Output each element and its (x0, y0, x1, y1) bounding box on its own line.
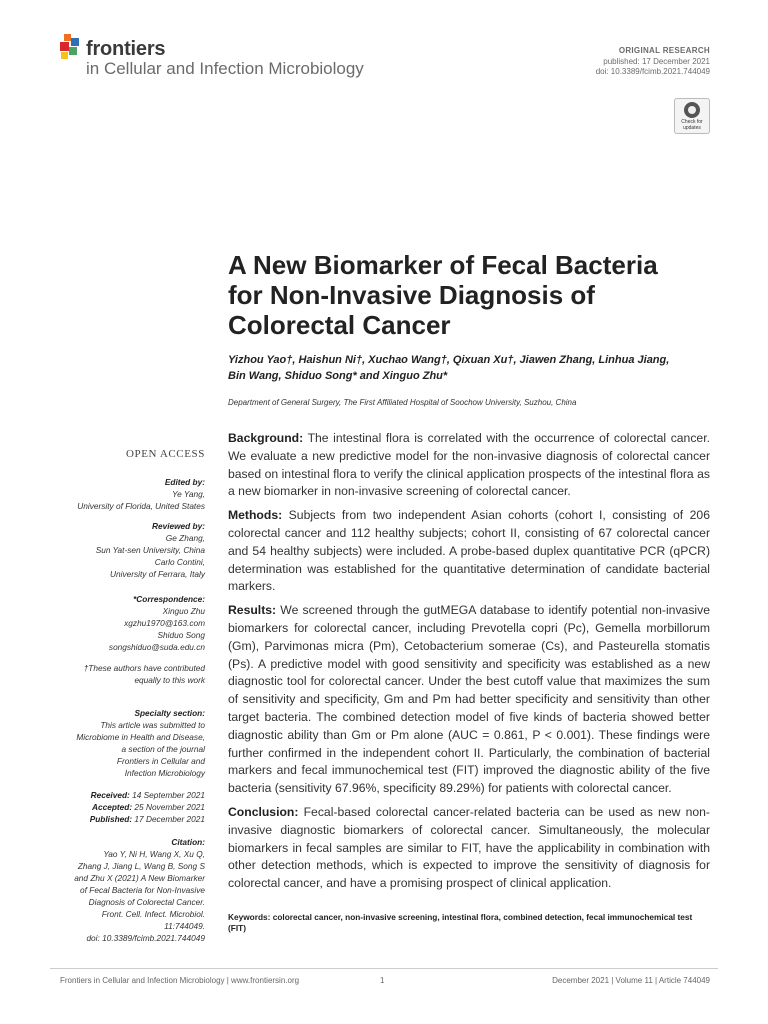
methods-label: Methods: (228, 508, 283, 523)
published-row (60, 813, 205, 825)
footer-journal[interactable]: Frontiers in Cellular and Infection Microbiology | www.frontiersin.org (60, 976, 300, 985)
received-date: 14 September 2021 (132, 790, 205, 800)
reviewer-2-affiliation: University of Ferrara, Italy (110, 569, 205, 579)
abstract-background (228, 430, 710, 501)
editor-affiliation: University of Florida, United States (77, 501, 205, 511)
reviewed-by-section (60, 520, 205, 580)
footer-volume-info: December 2021 | Volume 11 | Article 744049 (552, 976, 710, 985)
article-type: ORIGINAL RESEARCH (618, 46, 710, 55)
citation-line-5: Diagnosis of Colorectal Cancer. (88, 897, 205, 907)
open-access-label: OPEN ACCESS (125, 448, 205, 460)
accepted-date: 25 November 2021 (134, 802, 205, 812)
corr-1-name: Xinguo Zhu (162, 606, 205, 616)
accepted-label: Accepted: (91, 802, 133, 812)
check-updates-label: Check for updates (681, 119, 703, 131)
specialty-line-2: Microbiome in Health and Disease, (76, 732, 205, 742)
authors-line-2: Bin Wang, Shiduo Song* and Xinguo Zhu* (228, 370, 448, 382)
results-text: We screened through the gutMEGA database to identify potential non-invasive biomarkers for colorectal cancer, including Prevotella copri (Pc), Gemella morbillorum (Gm), Parvimonas micra (Pm), Cetobacterium somerae (Cs), and Pasteurella stomatis (Ps). A predictive model with good sensitivity and specificity was established as a new diagnostic tool for colorectal cancer. Under the best cutoff value that maximizes the sum of sensitivity and specificity, Gm and Pm had better specificity and sensitivity than other target bacteria. The combined detection model of five kinds of bacteria showed better diagnostic ability than Gm or Pm alone (AUC = 0.861, P < 0.001). These findings were further confirmed in the independent cohort II. Particularly, the combination of bacterial markers and fecal immunochemical test (FIT) improved the diagnostic ability of the five bacteria (sensitivity 67.96%, specificity 89.29%) for patients with colorectal cancer. (228, 603, 710, 796)
correspondence-label: *Correspondence: (133, 594, 205, 604)
specialty-line-1: This article was submitted to (100, 720, 205, 730)
author-list (228, 352, 708, 384)
correspondence-section (60, 593, 205, 653)
accepted-row (60, 801, 205, 813)
footer-divider (50, 968, 718, 969)
reviewer-1-name: Ge Zhang, (165, 533, 205, 543)
citation-line-2: Zhang J, Jiang L, Wang B, Song S (77, 861, 205, 871)
citation-line-7[interactable]: doi: 10.3389/fcimb.2021.744049 (86, 933, 205, 943)
citation-label: Citation: (171, 837, 205, 847)
background-text: The intestinal flora is correlated with the occurrence of colorectal cancer. We evaluate a new predictive model for the non-invasive diagnosis of colorectal cancer based on intestinal flora to verify the clinical application prospects of the intestinal flora as a new biomarker in non-invasive screening of colorectal cancer. (228, 431, 710, 499)
reviewer-2-name: Carlo Contini, (154, 557, 205, 567)
affiliation: Department of General Surgery, The First Affiliated Hospital of Soochow University, Suzhou, China (228, 398, 577, 407)
citation-line-4: of Fecal Bacteria for Non-Invasive (80, 885, 205, 895)
abstract (228, 430, 710, 899)
bookmark-icon (684, 102, 700, 118)
background-label: Background: (228, 431, 304, 445)
citation-section (60, 836, 205, 944)
edited-by-label: Edited by: (164, 477, 205, 487)
corr-1-email[interactable]: xgzhu1970@163.com (124, 618, 205, 628)
keywords: Keywords: colorectal cancer, non-invasive screening, intestinal flora, combined detection, fecal immunochemical test (FIT) (228, 912, 693, 933)
results-label: Results: (228, 603, 277, 618)
edited-by-section (60, 476, 205, 512)
corr-2-name: Shiduo Song (157, 630, 205, 640)
published-date-left: 17 December 2021 (134, 814, 205, 824)
specialty-line-3: a section of the journal (121, 744, 205, 754)
citation-line-6: Front. Cell. Infect. Microbiol. 11:744049. (101, 909, 205, 931)
specialty-line-4: Frontiers in Cellular and (116, 756, 205, 766)
published-label: Published: (89, 814, 133, 824)
citation-line-3: and Zhu X (2021) A New Biomarker (74, 873, 205, 883)
journal-name: in Cellular and Infection Microbiology (86, 59, 364, 78)
brand-name: frontiers (86, 38, 166, 60)
page-number: 1 (380, 976, 385, 985)
doi-link[interactable]: doi: 10.3389/fcimb.2021.744049 (595, 67, 710, 76)
frontiers-logo-icon (58, 34, 82, 62)
corr-2-email[interactable]: songshiduo@suda.edu.cn (108, 642, 205, 652)
methods-text: Subjects from two independent Asian cohorts (cohort I, consisting of 206 colorectal cancer and 112 healthy subjects; cohort II, consisting of 67 colorectal cancer and 54 healthy subjects) were included. A probe-based duplex quantitative PCR (qPCR) determination was established for the quantitative determination of candidate bacterial markers. (228, 508, 710, 594)
conclusion-text: Fecal-based colorectal cancer-related bacteria can be used as new non-invasive diagnostic biomarkers of colorectal cancer. Simultaneously, the molecular biomarkers in fecal samples are similar to FIT, have the applicability in combination with other detection methods, which is expected to improve the sensitivity of diagnosis for colorectal cancer, and have a promising prospect of clinical application. (228, 804, 710, 891)
check-for-updates-button[interactable] (674, 98, 710, 134)
abstract-methods (228, 507, 710, 596)
conclusion-label: Conclusion: (228, 804, 299, 819)
dates-section (60, 789, 205, 825)
abstract-results (228, 602, 710, 798)
contribution-line-1: †These authors have contributed (83, 663, 205, 673)
specialty-line-5: Infection Microbiology (124, 768, 205, 778)
authors-line-1: Yizhou Yao†, Haishun Ni†, Xuchao Wang†, Qixuan Xu†, Jiawen Zhang, Linhua Jiang, (228, 354, 670, 366)
specialty-section (60, 707, 205, 779)
contribution-line-2: equally to this work (134, 675, 205, 685)
received-row (60, 789, 205, 801)
received-label: Received: (90, 790, 130, 800)
article-title: A New Biomarker of Fecal Bacteria for Non-Invasive Diagnosis of Colorectal Cancer (228, 250, 658, 340)
specialty-label: Specialty section: (134, 708, 205, 718)
citation-line-1: Yao Y, Ni H, Wang X, Xu Q, (103, 849, 205, 859)
editor-name: Ye Yang, (172, 489, 205, 499)
published-date: published: 17 December 2021 (603, 57, 710, 66)
abstract-conclusion (228, 804, 710, 893)
contribution-note (60, 662, 205, 686)
reviewed-by-label: Reviewed by: (151, 521, 205, 531)
reviewer-1-affiliation: Sun Yat-sen University, China (95, 545, 205, 555)
